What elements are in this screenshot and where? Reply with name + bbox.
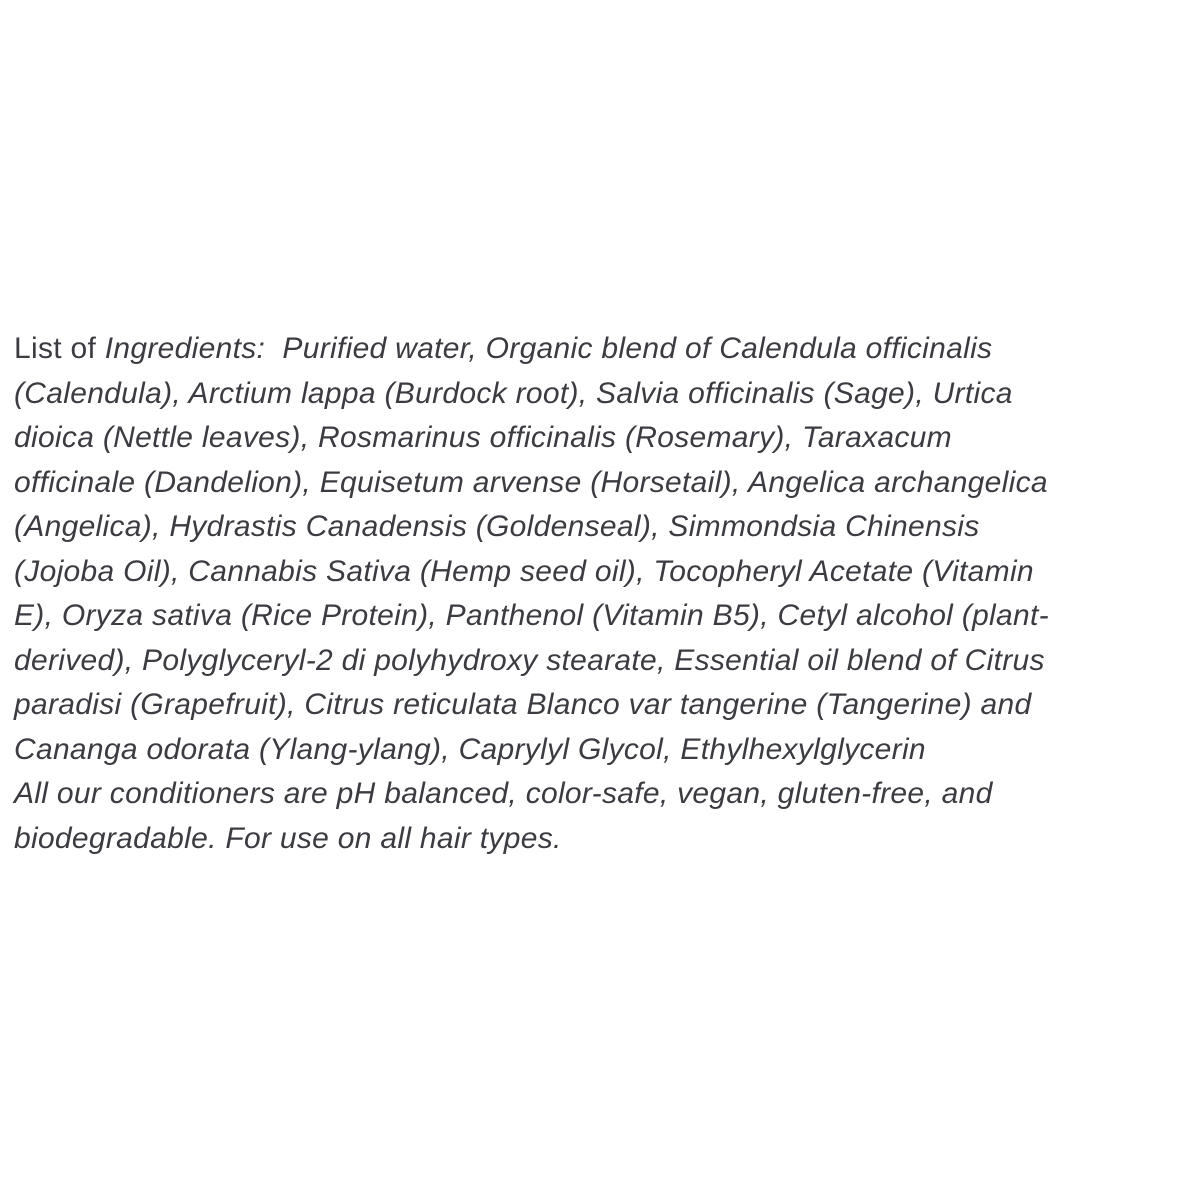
conditioner-note-line: All our conditioners are pH balanced, color-safe, vegan, gluten-free, and (14, 777, 993, 810)
list-of-label: List of (14, 332, 105, 365)
ingredients-line: derived), Polyglyceryl-2 di polyhydroxy stearate, Essential oil blend of Citrus (14, 643, 1045, 677)
ingredients-line: paradisi (Grapefruit), Citrus reticulata Blanco var tangerine (Tangerine) and (14, 688, 1032, 721)
ingredients-line: E), Oryza sativa (Rice Protein), Panthenol (Vitamin B5), Cetyl alcohol (plant- (14, 599, 1049, 632)
ingredients-line: (Angelica), Hydrastis Canadensis (Goldenseal), Simmondsia Chinensis (14, 510, 980, 543)
ingredients-line-text: Ingredients: Purified water, Organic blend of Calendula officinalis (104, 332, 993, 365)
ingredients-line: (Jojoba Oil), Cannabis Sativa (Hemp seed oil), Tocopheryl Acetate (Vitamin (14, 554, 1034, 588)
ingredients-text-block (14, 327, 1184, 861)
ingredients-line: dioica (Nettle leaves), Rosmarinus officinalis (Rosemary), Taraxacum (14, 421, 952, 454)
ingredients-line: (Calendula), Arctium lappa (Burdock root), Salvia officinalis (Sage), Urtica (14, 376, 1013, 410)
ingredients-line: officinale (Dandelion), Equisetum arvense (Horsetail), Angelica archangelica (14, 465, 1048, 499)
ingredients-line (14, 327, 1184, 372)
conditioner-note-line: biodegradable. For use on all hair types. (14, 821, 562, 855)
ingredients-line: Cananga odorata (Ylang-ylang), Caprylyl Glycol, Ethylhexylglycerin (14, 732, 926, 766)
